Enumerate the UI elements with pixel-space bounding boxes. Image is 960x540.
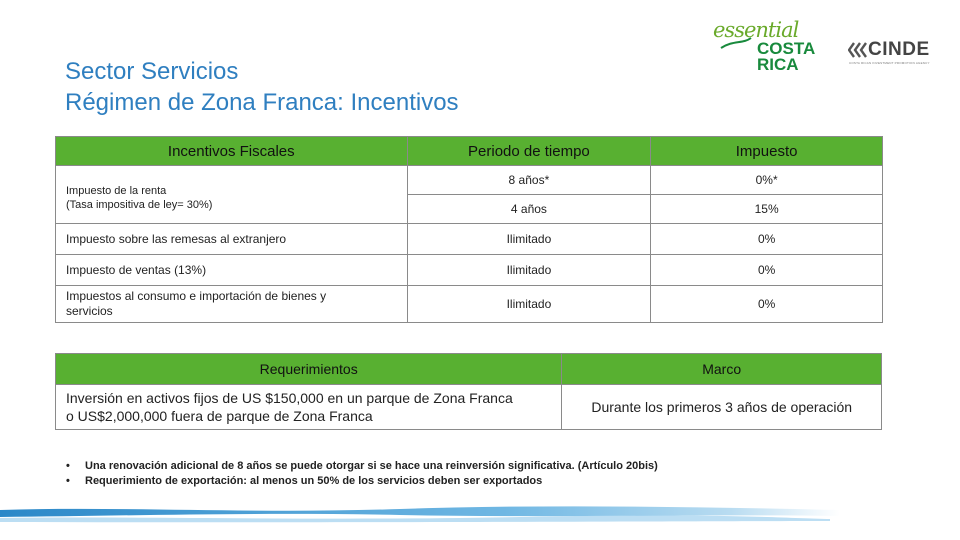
table-row [56,224,883,255]
cinde-tagline: COSTA RICAN INVESTMENT PROMOTION AGENCY [849,61,930,65]
list-item [66,474,658,489]
list-item [66,459,658,474]
decorative-water-wave [0,503,960,540]
requirement-text-line1: Inversión en activos fijos de US $150,000 en un parque de Zona Franca [66,390,513,406]
footnote-text: Requerimiento de exportación: al menos un 50% de los servicios deben ser exportados [85,475,543,487]
remittance-tax-rate: 0% [651,224,883,255]
income-tax-rate-1: 0%* [651,166,883,195]
slide-title-line2: Régimen de Zona Franca: Incentivos [65,89,459,116]
header-impuesto: Impuesto [651,137,883,166]
framework-text: Durante los primeros 3 años de operación [562,385,882,430]
consumption-tax-label-line1: Impuestos al consumo e importación de bienes y [66,289,327,303]
income-tax-rate-2: 15% [651,195,883,224]
table-row [56,166,883,195]
cinde-chevron-icon [848,40,868,60]
cinde-logo [848,40,940,66]
essential-costa-text: COSTA [757,39,816,58]
slide-title-line1: Sector Servicios [65,58,239,85]
requirements-table [55,353,882,430]
consumption-tax-period: Ilimitado [407,286,651,323]
remittance-tax-period: Ilimitado [407,224,651,255]
consumption-tax-rate: 0% [651,286,883,323]
footnote-text: Una renovación adicional de 8 años se puede otorgar si se hace una reinversión significativa. (Artículo 20bis) [85,460,658,472]
consumption-tax-label-line2: servicios [66,304,113,318]
income-tax-label-line1: Impuesto de la renta [66,185,167,197]
table-row [56,255,883,286]
footnotes-list [66,459,658,489]
essential-rica-text: RICA [757,55,799,74]
bullet-marker: • [66,475,70,487]
sales-tax-label: Impuesto de ventas (13%) [56,255,408,286]
essential-script-text: essential [713,18,799,42]
income-tax-label-line2: (Tasa impositiva de ley= 30%) [66,199,213,211]
income-tax-label [56,166,408,224]
cinde-wordmark: CINDE [868,39,930,60]
incentives-header-row [56,137,883,166]
header-marco: Marco [562,354,882,385]
sales-tax-period: Ilimitado [407,255,651,286]
essential-costa-rica-logo [713,18,833,74]
consumption-tax-label [56,286,408,323]
requirement-text [56,385,562,430]
incentives-table [55,136,883,323]
header-periodo: Periodo de tiempo [407,137,651,166]
income-tax-period-1: 8 años* [407,166,651,195]
header-incentivos-fiscales: Incentivos Fiscales [56,137,408,166]
bullet-marker: • [66,460,70,472]
requirement-text-line2: o US$2,000,000 fuera de parque de Zona Franca [66,408,373,424]
remittance-tax-label: Impuesto sobre las remesas al extranjero [56,224,408,255]
income-tax-period-2: 4 años [407,195,651,224]
header-requerimientos: Requerimientos [56,354,562,385]
table-row [56,385,882,430]
table-row [56,286,883,323]
requirements-header-row [56,354,882,385]
sales-tax-rate: 0% [651,255,883,286]
slide-title [65,56,459,118]
